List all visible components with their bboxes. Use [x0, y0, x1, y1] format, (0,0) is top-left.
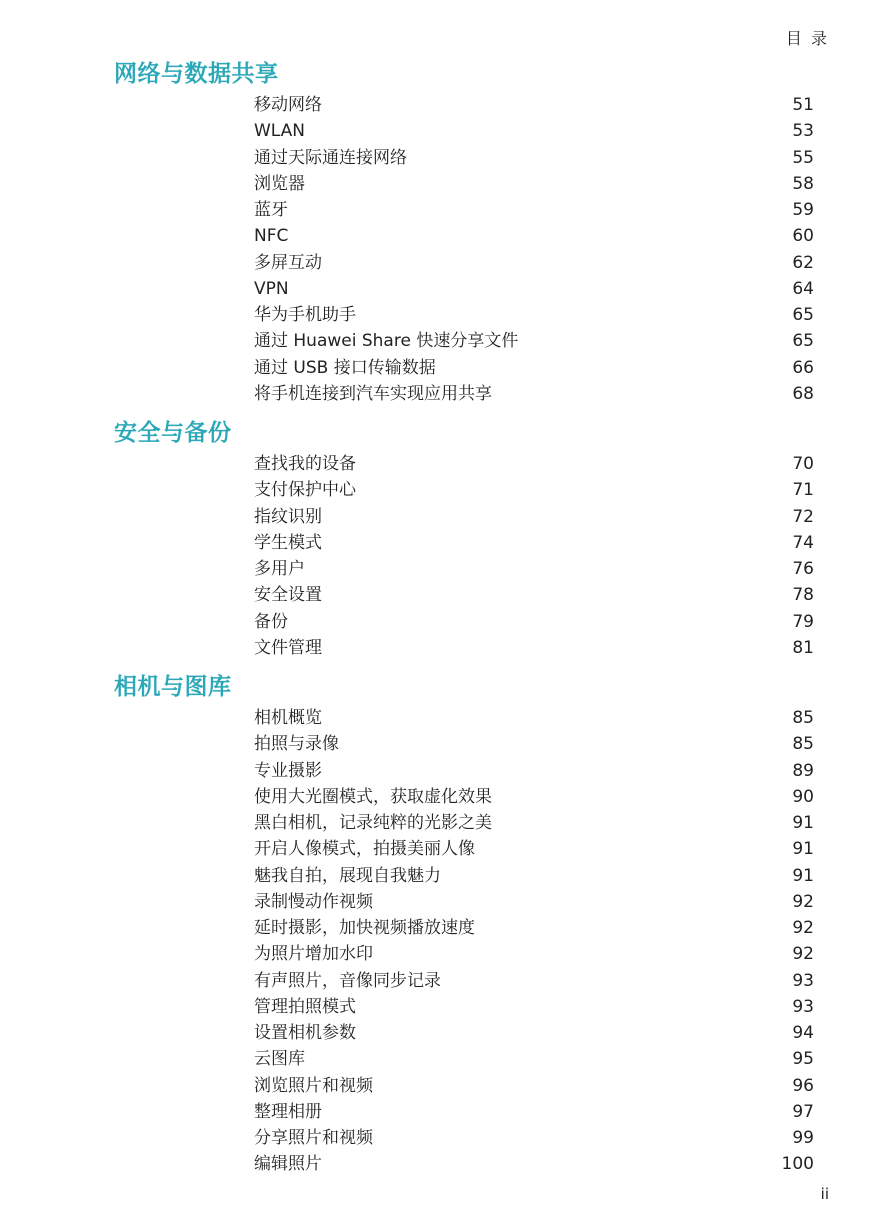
- toc-entry[interactable]: [0, 504, 869, 530]
- toc-entry-page-number[interactable]: 91: [792, 865, 814, 886]
- toc-entry-title[interactable]: VPN: [254, 278, 289, 299]
- toc-entry[interactable]: [0, 171, 869, 197]
- toc-entry-page-number[interactable]: 89: [792, 760, 814, 781]
- toc-entry[interactable]: [0, 223, 869, 249]
- section-title: 相机与图库: [114, 674, 232, 700]
- toc-entry-page-number[interactable]: 91: [792, 839, 814, 860]
- toc-entry-page-number[interactable]: 70: [792, 454, 814, 474]
- toc-entry[interactable]: [0, 145, 869, 171]
- toc-entry-title[interactable]: 多用户: [254, 559, 305, 579]
- toc-entry-page-number[interactable]: 74: [792, 532, 814, 553]
- toc-entry-page-number[interactable]: 68: [792, 383, 814, 404]
- toc-entry-page-number[interactable]: 62: [792, 252, 814, 273]
- toc-section: [0, 415, 869, 661]
- toc-entry-page-number[interactable]: 94: [792, 1023, 814, 1043]
- toc-entry-page-number[interactable]: 92: [792, 918, 814, 938]
- toc-entry-page-number[interactable]: 91: [792, 813, 814, 833]
- toc-entry[interactable]: [0, 302, 869, 328]
- toc-entry-page-number[interactable]: 81: [792, 637, 814, 658]
- toc-entry-title[interactable]: 开启人像模式，拍摄美丽人像: [254, 839, 475, 860]
- toc-entry-page-number[interactable]: 64: [792, 278, 814, 299]
- toc-entry-page-number[interactable]: 79: [792, 611, 814, 632]
- toc-entry-title[interactable]: 相机概览: [254, 708, 322, 728]
- toc-entry-page-number[interactable]: 66: [792, 357, 814, 378]
- toc-entry-title[interactable]: 蓝牙: [254, 200, 288, 220]
- toc-entry-title[interactable]: 黑白相机，记录纯粹的光影之美: [254, 813, 492, 833]
- toc-entry-title[interactable]: 延时摄影，加快视频播放速度: [254, 918, 475, 938]
- toc-entry-title[interactable]: WLAN: [254, 121, 306, 142]
- toc-entry-title[interactable]: 专业摄影: [254, 760, 322, 781]
- toc-entry-title[interactable]: 通过 USB 接口传输数据: [254, 357, 436, 378]
- toc-entry-title[interactable]: 使用大光圈模式，获取虚化效果: [254, 786, 492, 807]
- toc-entry[interactable]: [0, 197, 869, 223]
- toc-entry-title[interactable]: NFC: [254, 226, 289, 247]
- toc-entry-page-number[interactable]: 58: [792, 173, 814, 194]
- toc-entry-title[interactable]: 浏览照片和视频: [254, 1075, 373, 1096]
- toc-entry[interactable]: [0, 250, 869, 276]
- toc-entry[interactable]: [0, 1020, 869, 1046]
- toc-entry-title[interactable]: 将手机连接到汽车实现应用共享: [254, 383, 492, 404]
- toc-entry-title[interactable]: 移动网络: [254, 95, 322, 115]
- toc-entry-title[interactable]: 为照片增加水印: [254, 944, 373, 965]
- toc-section: [0, 56, 869, 407]
- toc-entry[interactable]: [0, 276, 869, 302]
- toc-entry[interactable]: [0, 556, 869, 582]
- toc-entry[interactable]: [0, 1151, 869, 1177]
- toc-entry-page-number[interactable]: 78: [792, 585, 814, 606]
- toc-entry-title[interactable]: 有声照片，音像同步记录: [254, 970, 441, 991]
- toc-entry-page-number[interactable]: 100: [781, 1154, 814, 1175]
- toc-entry-page-number[interactable]: 85: [792, 708, 814, 728]
- toc-entry-page-number[interactable]: 55: [792, 147, 814, 168]
- toc-entry[interactable]: [0, 915, 869, 941]
- toc-entry[interactable]: [0, 118, 869, 144]
- toc-entry[interactable]: [0, 863, 869, 889]
- toc-entry[interactable]: [0, 477, 869, 503]
- toc-entry[interactable]: [0, 530, 869, 556]
- toc-entry[interactable]: [0, 968, 869, 994]
- toc-entry-page-number[interactable]: 92: [792, 944, 814, 965]
- toc-entry-title[interactable]: 多屏互动: [254, 252, 322, 273]
- page-number: ii: [820, 1185, 829, 1203]
- toc-entry-page-number[interactable]: 93: [792, 970, 814, 991]
- toc-entry-page-number[interactable]: 96: [792, 1075, 814, 1096]
- toc-entry[interactable]: [0, 1046, 869, 1072]
- toc-entry[interactable]: [0, 451, 869, 477]
- toc-entry-title[interactable]: 录制慢动作视频: [254, 891, 373, 912]
- toc-entry-page-number[interactable]: 76: [792, 559, 814, 579]
- toc-entry-page-number[interactable]: 90: [792, 786, 814, 807]
- toc-entry-title[interactable]: 学生模式: [254, 532, 322, 553]
- toc-entry[interactable]: [0, 731, 869, 757]
- toc-entry-page-number[interactable]: 65: [792, 331, 814, 352]
- toc-entry-page-number[interactable]: 92: [792, 891, 814, 912]
- toc-entry-page-number[interactable]: 85: [792, 734, 814, 755]
- toc-entry-page-number[interactable]: 71: [792, 480, 814, 501]
- toc-entry-title[interactable]: 浏览器: [254, 173, 305, 194]
- toc-entry-title[interactable]: 华为手机助手: [254, 305, 356, 325]
- toc-entry-title[interactable]: 通过 Huawei Share 快速分享文件: [254, 331, 519, 352]
- toc-entry-page-number[interactable]: 60: [792, 226, 814, 247]
- toc-entry-title[interactable]: 文件管理: [254, 637, 322, 658]
- toc-entry-title[interactable]: 魅我自拍，展现自我魅力: [254, 865, 441, 886]
- toc-entry-title[interactable]: 安全设置: [254, 585, 322, 606]
- toc-entry-title[interactable]: 设置相机参数: [254, 1023, 356, 1043]
- toc-entry-title[interactable]: 云图库: [254, 1049, 305, 1070]
- table-of-contents: [0, 56, 869, 1178]
- toc-entry[interactable]: [0, 1099, 869, 1125]
- toc-entry-title[interactable]: 指纹识别: [254, 506, 322, 527]
- toc-entry-page-number[interactable]: 99: [792, 1128, 814, 1148]
- section-title: 网络与数据共享: [114, 61, 279, 87]
- toc-entry[interactable]: [0, 836, 869, 862]
- toc-entry-title[interactable]: 支付保护中心: [254, 480, 356, 501]
- toc-entry-title[interactable]: 通过天际通连接网络: [254, 147, 407, 168]
- toc-entry-title[interactable]: 查找我的设备: [254, 454, 356, 474]
- toc-entry-page-number[interactable]: 95: [792, 1049, 814, 1070]
- toc-entry[interactable]: [0, 758, 869, 784]
- toc-entry[interactable]: [0, 582, 869, 608]
- toc-entry[interactable]: [0, 810, 869, 836]
- toc-entry[interactable]: [0, 994, 869, 1020]
- toc-entry[interactable]: [0, 1125, 869, 1151]
- toc-entry[interactable]: [0, 381, 869, 407]
- toc-entry-title[interactable]: 拍照与录像: [254, 734, 339, 755]
- toc-entry-title[interactable]: 备份: [254, 611, 288, 632]
- toc-entry[interactable]: [0, 328, 869, 354]
- toc-entry-title[interactable]: 分享照片和视频: [254, 1128, 373, 1148]
- toc-entry-page-number[interactable]: 93: [792, 996, 814, 1017]
- toc-entry[interactable]: [0, 355, 869, 381]
- toc-entry-title[interactable]: 编辑照片: [254, 1154, 322, 1175]
- toc-entry[interactable]: [0, 609, 869, 635]
- toc-entry-page-number[interactable]: 59: [792, 200, 814, 220]
- toc-entry[interactable]: [0, 784, 869, 810]
- toc-entry-title[interactable]: 整理相册: [254, 1101, 322, 1122]
- page-header-title: 目 录: [785, 29, 829, 48]
- toc-entry[interactable]: [0, 1073, 869, 1099]
- toc-entry[interactable]: [0, 889, 869, 915]
- toc-entry[interactable]: [0, 92, 869, 118]
- toc-entry-page-number[interactable]: 53: [792, 121, 814, 142]
- toc-section: [0, 669, 869, 1178]
- toc-entry[interactable]: [0, 705, 869, 731]
- toc-entry-page-number[interactable]: 65: [792, 305, 814, 325]
- section-title: 安全与备份: [114, 420, 232, 446]
- toc-entry[interactable]: [0, 635, 869, 661]
- toc-entry-page-number[interactable]: 97: [792, 1101, 814, 1122]
- toc-entry-page-number[interactable]: 72: [792, 506, 814, 527]
- toc-entry-page-number[interactable]: 51: [792, 95, 814, 115]
- toc-entry[interactable]: [0, 941, 869, 967]
- toc-entry-title[interactable]: 管理拍照模式: [254, 996, 356, 1017]
